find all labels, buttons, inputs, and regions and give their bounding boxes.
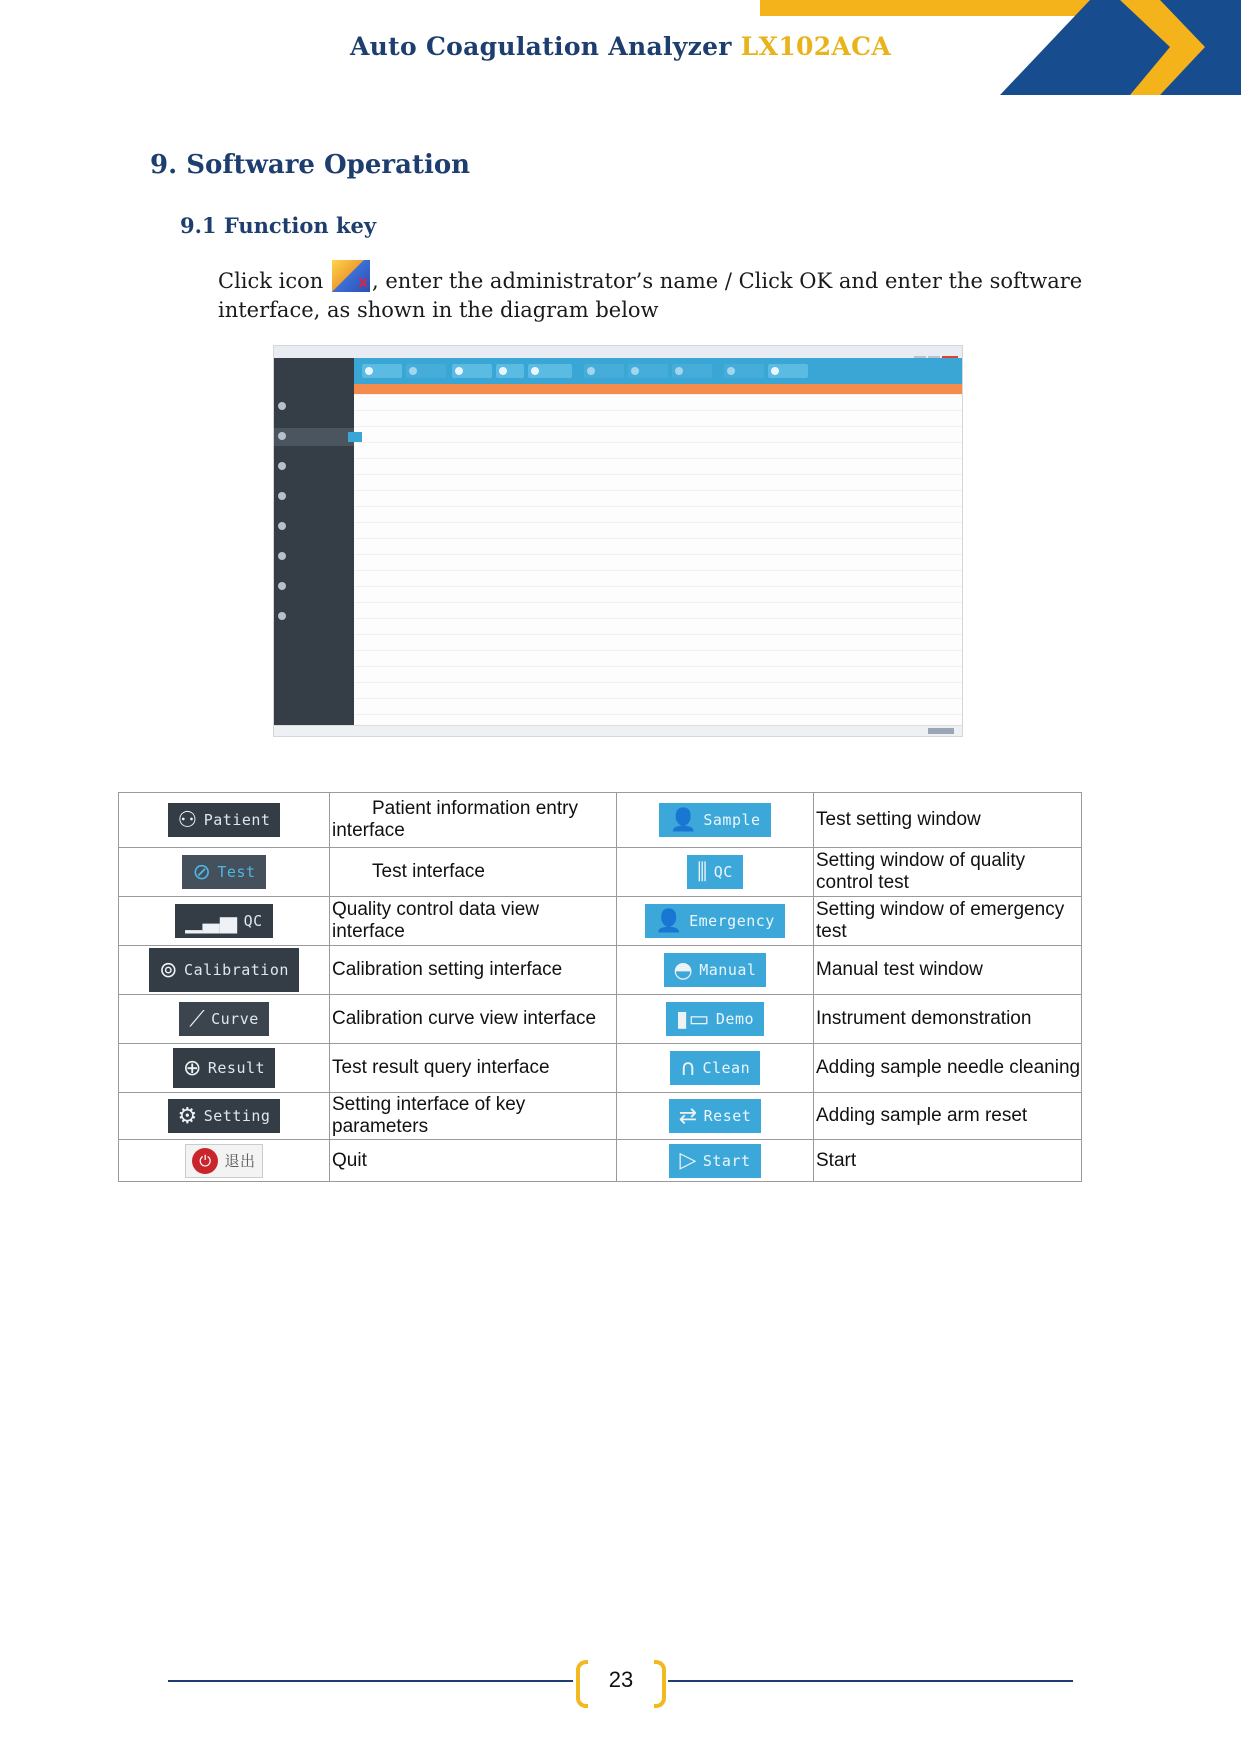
function-description: Adding sample needle cleaning [814,1044,1082,1093]
test-button[interactable]: ⊘ Test [182,855,265,889]
calibration-button[interactable]: ⊚ Calibration [149,948,299,992]
table-row [119,793,1082,848]
footer-rule-right [668,1680,1073,1682]
qc-icon: ⫼ [697,859,708,885]
function-description: Quit [330,1140,617,1182]
patient-button[interactable]: ⚇ Patient [168,803,281,837]
screenshot-statusbar [274,725,962,736]
document-title: Auto Coagulation Analyzer LX102ACA [349,32,892,61]
function-description: Calibration setting interface [330,946,617,995]
quit-button[interactable]: ⏻ 退出 [185,1144,262,1178]
function-description: Setting interface of key parameters [330,1093,617,1140]
section-heading: 9. Software Operation [150,150,471,180]
screenshot-sidebar [274,358,354,736]
reset-button[interactable]: ⇄ Reset [669,1099,762,1133]
result-icon: ⊕ [182,1055,202,1081]
qc-chart-icon: ▁▃▅ [185,908,238,934]
power-icon: ⏻ [192,1148,218,1174]
function-key-table [118,792,1082,1182]
window-titlebar [274,346,962,358]
demo-icon: ▮▭ [675,1006,710,1032]
setting-button[interactable]: ⚙ Setting [168,1099,281,1133]
table-row [119,897,1082,946]
calibration-icon: ⊚ [159,957,179,983]
page-number: 23 [576,1660,666,1700]
sample-icon: 👤 [669,807,698,833]
curve-icon: ⟋ [189,1006,206,1032]
function-description: Instrument demonstration [814,995,1082,1044]
intro-paragraph: Click icon x , enter the administrator’s name / Click OK and enter the software interface, as shown in the diagram below [218,260,1098,325]
function-description: Patient information entry interface [330,793,617,848]
function-description: Test interface [330,848,617,897]
subsection-heading: 9.1 Function key [180,213,377,238]
app-launcher-icon: x [332,260,370,292]
function-description: Test setting window [814,793,1082,848]
start-button[interactable]: ▷ Start [669,1144,760,1178]
start-icon: ▷ [679,1148,697,1173]
table-row [119,1140,1082,1182]
clean-icon: ∩ [679,1055,697,1081]
function-description: Setting window of quality control test [814,848,1082,897]
reset-icon: ⇄ [678,1103,698,1129]
gear-icon: ⚙ [177,1103,198,1129]
table-row [119,848,1082,897]
model-name: LX102ACA [740,32,892,61]
table-row [119,946,1082,995]
function-description: Manual test window [814,946,1082,995]
qc-button[interactable]: ⫼ QC [687,855,743,889]
manual-icon: ◓ [673,957,694,983]
screenshot-table-body [354,394,962,724]
test-icon: ⊘ [192,859,212,885]
clean-button[interactable]: ∩ Clean [670,1051,760,1085]
function-description: Start [814,1140,1082,1182]
manual-button[interactable]: ◓ Manual [664,953,767,987]
function-description: Calibration curve view interface [330,995,617,1044]
sample-button[interactable]: 👤 Sample [659,803,770,837]
patient-icon: ⚇ [177,807,198,833]
demo-button[interactable]: ▮▭ Demo [666,1002,764,1036]
function-description: Test result query interface [330,1044,617,1093]
footer-rule-left [168,1680,573,1682]
software-interface-screenshot [273,345,963,737]
emergency-button[interactable]: 👤 Emergency [645,904,785,938]
screenshot-toolbar [354,358,962,384]
emergency-icon: 👤 [655,908,684,934]
table-row [119,1044,1082,1093]
screenshot-table-header [354,384,962,394]
function-description: Setting window of emergency test [814,897,1082,946]
table-row [119,1093,1082,1140]
result-button[interactable]: ⊕ Result [173,1048,275,1088]
table-row [119,995,1082,1044]
curve-button[interactable]: ⟋ Curve [179,1002,269,1036]
function-description: Quality control data view interface [330,897,617,946]
function-description: Adding sample arm reset [814,1093,1082,1140]
qc-view-button[interactable]: ▁▃▅ QC [175,904,272,938]
